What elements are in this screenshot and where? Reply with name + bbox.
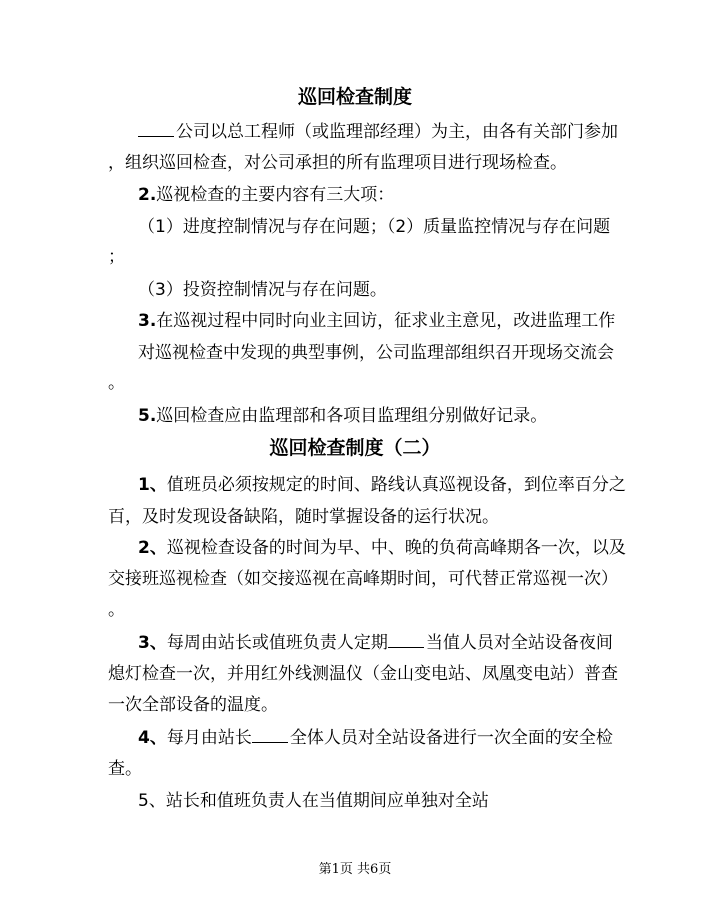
paragraph-line: （3）投资控制情况与存在问题。	[138, 280, 387, 300]
paragraph-line: ，组织巡回检查，对公司承担的所有监理项目进行现场检查。	[108, 153, 567, 173]
paragraph-line	[138, 404, 638, 428]
item-number: 3、	[138, 633, 167, 653]
paragraph-line	[138, 536, 638, 560]
paragraph-line: ；	[108, 247, 125, 267]
text-span: 在巡视过程中同时向业主回访，征求业主意见，改进监理工作	[156, 311, 616, 331]
paragraph-line: 查。	[108, 759, 142, 779]
text-span: 值班员必须按规定的时间、路线认真巡视设备，到位率百分之	[166, 475, 626, 495]
item-number: 4、	[138, 728, 167, 748]
item-number: 5.	[138, 406, 157, 426]
text-span: 每月由站长	[166, 728, 252, 748]
page-footer: 第1页 共6页	[318, 862, 392, 877]
item-number: 3.	[138, 311, 157, 331]
paragraph-line: （1）进度控制情况与存在问题；（2）质量监控情况与存在问题	[138, 217, 611, 237]
fill-in-blank	[388, 633, 424, 648]
text-span: 全体人员对全站设备进行一次全面的安全检	[289, 728, 613, 748]
paragraph-line	[138, 183, 638, 207]
paragraph-line	[138, 631, 638, 655]
paragraph-line: 。	[108, 600, 125, 620]
text-span: 每周由站长或值班负责人定期	[166, 633, 388, 653]
text-span: 巡视检查设备的时间为早、中、晚的负荷高峰期各一次，以及	[166, 538, 626, 558]
item-number: 1、	[138, 475, 167, 495]
text-span: 当值人员对全站设备夜间	[425, 633, 613, 653]
text-span: 巡回检查应由监理部和各项目监理组分别做好记录。	[156, 406, 548, 426]
paragraph-line: 一次全部设备的温度。	[108, 695, 278, 715]
document-title: 巡回检查制度	[297, 86, 412, 108]
paragraph-line	[138, 473, 638, 497]
item-number: 2、	[138, 538, 167, 558]
fill-in-blank	[138, 122, 174, 137]
paragraph-line: 5、站长和值班负责人在当值期间应单独对全站	[138, 791, 489, 811]
text-span: 公司以总工程师（或监理部经理）为主，由各有关部门参加	[176, 122, 618, 142]
fill-in-blank	[252, 728, 288, 743]
paragraph-line: 对巡视检查中发现的典型事例，公司监理部组织召开现场交流会	[138, 343, 614, 363]
paragraph-line	[138, 120, 638, 144]
paragraph-line: 熄灯检查一次，并用红外线测温仪（金山变电站、凤凰变电站）普查	[108, 664, 618, 684]
item-number: 2.	[138, 185, 157, 205]
paragraph-line	[138, 309, 638, 333]
paragraph-line: 。	[108, 373, 125, 393]
text-span: 巡视检查的主要内容有三大项：	[156, 185, 395, 205]
section-title: 巡回检查制度（二）	[269, 437, 441, 459]
paragraph-line: 交接班巡视检查（如交接巡视在高峰期时间，可代替正常巡视一次）	[108, 569, 618, 589]
paragraph-line: 百，及时发现设备缺陷，随时掌握设备的运行状况。	[108, 507, 499, 527]
paragraph-line	[138, 726, 638, 750]
